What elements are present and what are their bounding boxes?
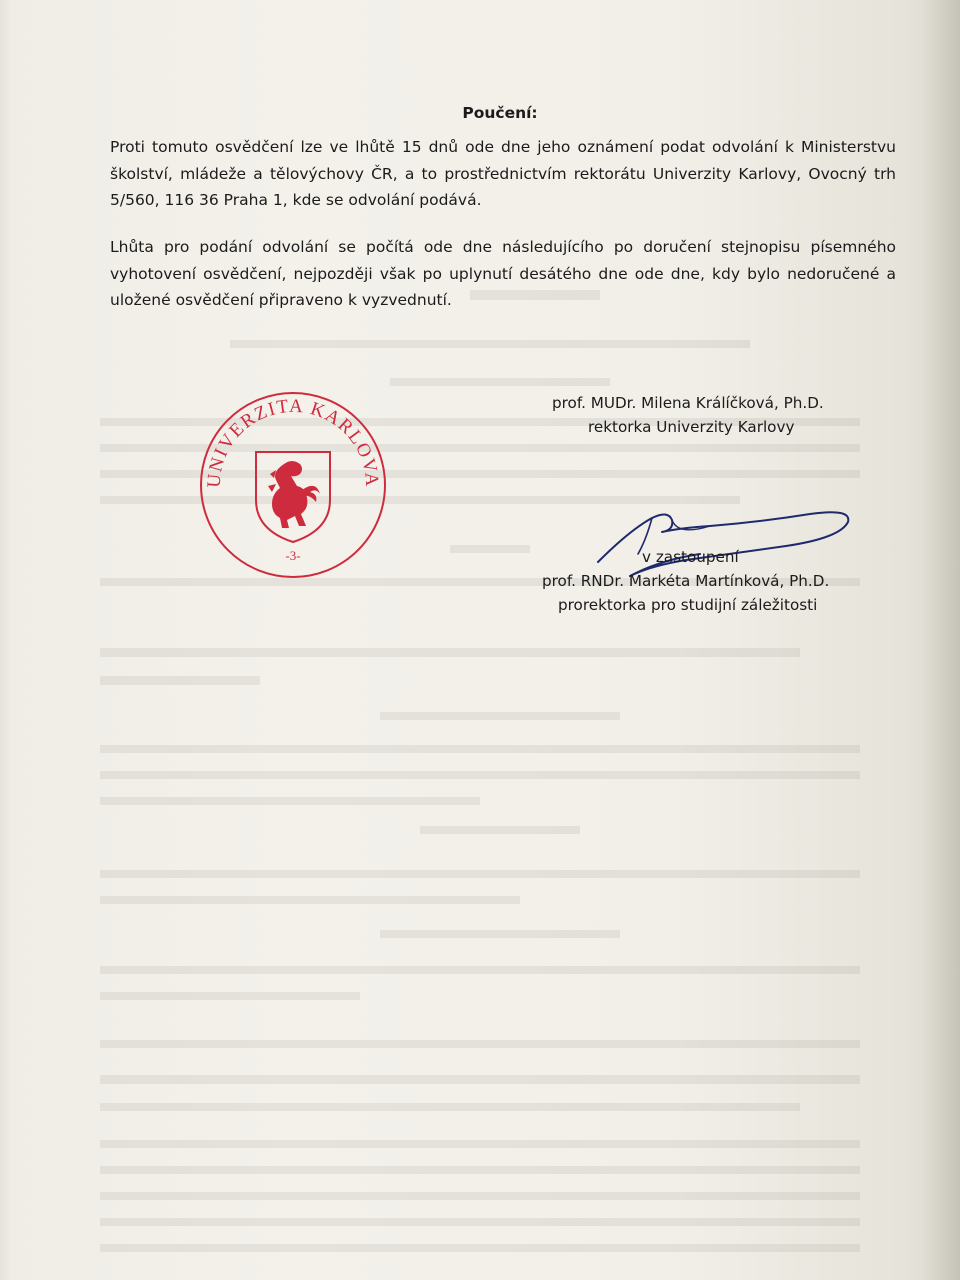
on-behalf-label: v zastoupení [642, 548, 739, 566]
deputy-title: prorektorka pro studijní záležitosti [558, 596, 818, 614]
signatory-name: prof. MUDr. Milena Králíčková, Ph.D. [552, 394, 824, 412]
deputy-name: prof. RNDr. Markéta Martínková, Ph.D. [542, 572, 830, 590]
university-seal-stamp [198, 390, 388, 580]
signatory-title: rektorka Univerzity Karlovy [588, 418, 795, 436]
svg-text:UNIVERZITA KARLOVA: UNIVERZITA KARLOVA [203, 395, 383, 489]
instruction-heading: Poučení: [462, 104, 538, 122]
handwritten-signature [590, 500, 860, 580]
appeal-paragraph: Proti tomuto osvědčení lze ve lhůtě 15 dnů ode dne jeho oznámení podat odvolání k Ministerstvu školství, mládeže a tělovýchovy ČR, a to prostřednictvím rektorátu Univerzity Karlovy, Ovocný trh 5/560, 116 36 Praha 1, kde se odvolání podává. [110, 138, 896, 209]
seal-number: -3- [285, 548, 301, 563]
deadline-paragraph: Lhůta pro podání odvolání se počítá ode dne následujícího po doručení stejnopisu písemného vyhotovení osvědčení, nejpozději však po uplynutí desátého dne ode dne, kdy bylo nedoručené a uložené osvědčení připraveno k vyzvednutí. [110, 238, 896, 309]
